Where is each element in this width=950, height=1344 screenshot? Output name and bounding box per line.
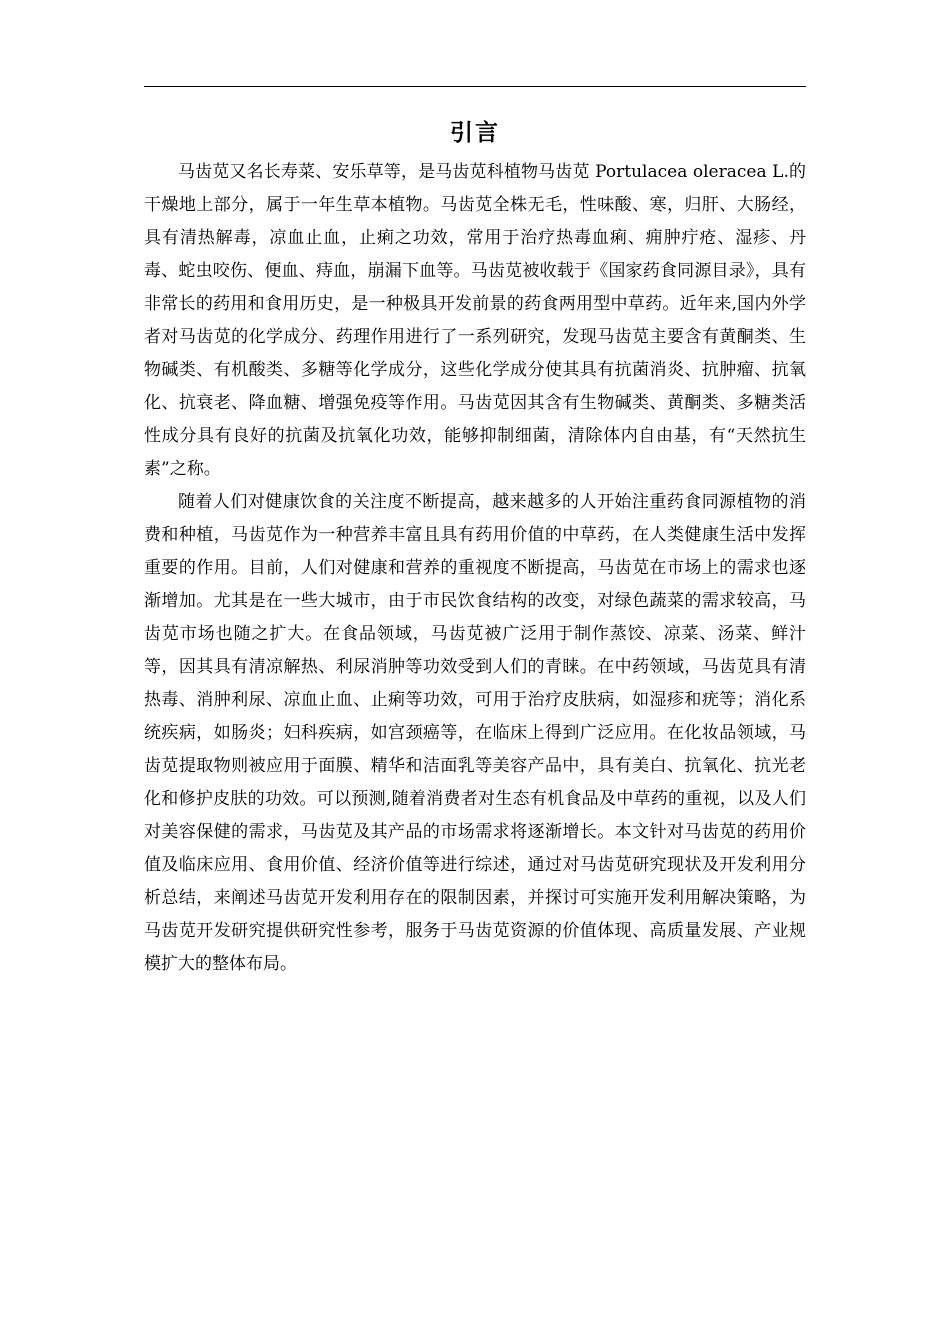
section-title: 引言 — [450, 120, 500, 146]
paragraph-2: 随着人们对健康饮食的关注度不断提高，越来越多的人开始注重药食同源植物的消费和种植，马齿苋作为一种营养丰富且具有药用价值的中草药，在人类健康生活中发挥重要的作用。目前，人们对健康和营养的重视度不断提高，马齿苋在市场上的需求也逐渐增加。尤其是在一些大城市，由于市民饮食结构的改变，对绿色蔬菜的需求较高，马齿苋市场也随之扩大。在食品领域，马齿苋被广泛用于制作蒸饺、凉菜、汤菜、鲜汁等，因其具有清凉解热、利尿消肿等功效受到人们的青睐。在中药领域，马齿苋具有清热毒、消肿利尿、凉血止血、止痢等功效，可用于治疗皮肤病，如湿疹和疣等；消化系统疾病，如肠炎；妇科疾病，如宫颈癌等，在临床上得到广泛应用。在化妆品领域，马齿苋提取物则被应用于面膜、精华和洁面乳等美容产品中，具有美白、抗氧化、抗光老化和修护皮肤的功效。可以预测,随着消费者对生态有机食品及中草药的重视，以及人们对美容保健的需求，马齿苋及其产品的市场需求将逐渐增长。本文针对马齿苋的药用价值及临床应用、食用价值、经济价值等进行综述，通过对马齿苋研究现状及开发利用分析总结，来阐述马齿苋开发利用存在的限制因素，并探讨可实施开发利用解决策略，为马齿苋开发研究提供研究性参考，服务于马齿苋资源的价值体现、高质量发展、产业规模扩大的整体布局。 — [144, 492, 806, 974]
body-text — [144, 156, 806, 981]
header-rule — [144, 86, 806, 87]
paragraph-1: 马齿苋又名长寿菜、安乐草等，是马齿苋科植物马齿苋 Portulacea oleracea L.的干燥地上部分，属于一年生草本植物。马齿苋全株无毛，性味酸、寒，归肝、大肠经，具有清热解毒，凉血止血，止痢之功效，常用于治疗热毒血痢、痈肿疔疮、湿疹、丹毒、蛇虫咬伤、便血、痔血，崩漏下血等。马齿苋被收载于《国家药食同源目录》，具有非常长的药用和食用历史，是一种极具开发前景的药食两用型中草药。近年来,国内外学者对马齿苋的化学成分、药理作用进行了一系列研究，发现马齿苋主要含有黄酮类、生物碱类、有机酸类、多糖等化学成分，这些化学成分使其具有抗菌消炎、抗肿瘤、抗氧化、抗衰老、降血糖、增强免疫等作用。马齿苋因其含有生物碱类、黄酮类、多糖类活性成分具有良好的抗菌及抗氧化功效，能够抑制细菌，清除体内自由基，有“天然抗生素”之称。 — [144, 162, 806, 479]
